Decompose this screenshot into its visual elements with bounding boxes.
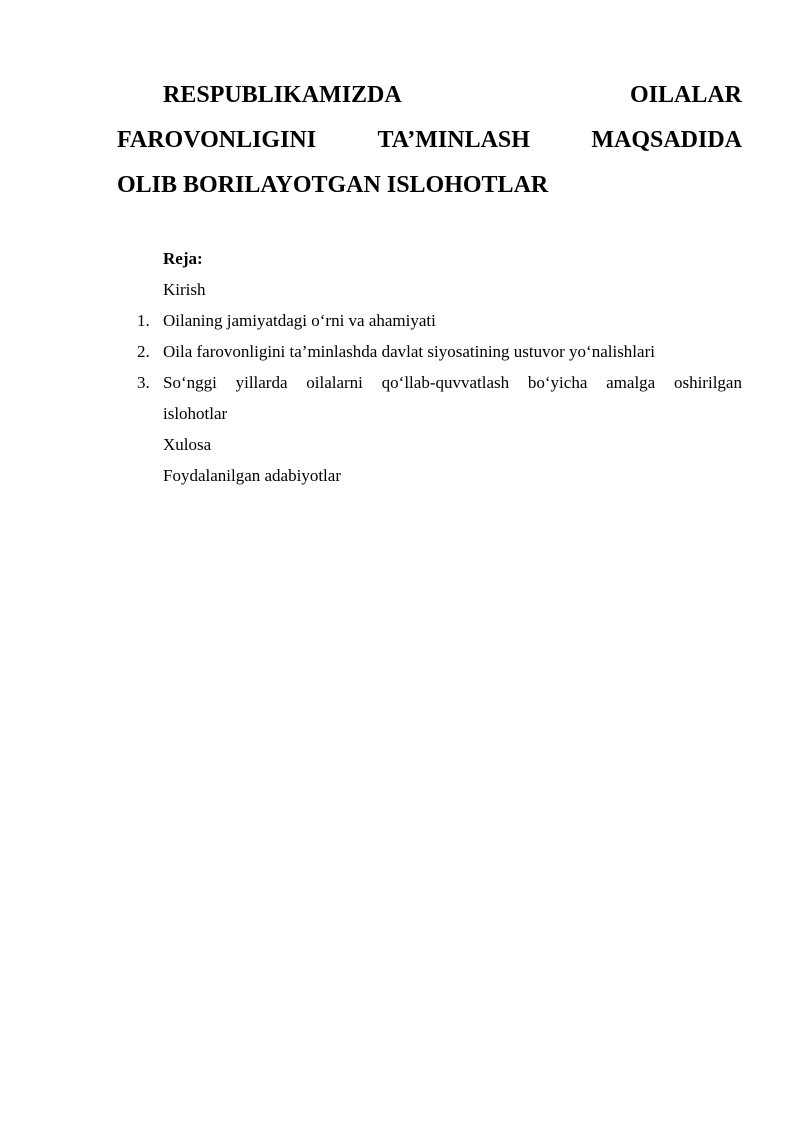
list-item-word: oilalarni xyxy=(306,373,363,392)
list-item-word: yillarda xyxy=(235,373,288,392)
list-item-word: qo‘llab-quvvatlash xyxy=(381,373,510,392)
title-line-1 xyxy=(117,73,742,118)
list-item-word: amalga xyxy=(606,373,656,392)
plan-conclusion: Xulosa xyxy=(163,435,212,454)
plan-references: Foydalanilgan adabiyotlar xyxy=(163,466,341,485)
plan-intro: Kirish xyxy=(163,280,206,299)
justified-line xyxy=(163,367,742,398)
title-word: OILALAR xyxy=(629,82,742,108)
plan-section xyxy=(117,243,742,491)
list-number: 2. xyxy=(137,342,150,361)
list-item-text: Oilaning jamiyatdagi o‘rni va ahamiyati xyxy=(163,311,436,330)
list-item-text xyxy=(163,367,742,429)
list-number: 1. xyxy=(137,311,150,330)
plan-heading: Reja: xyxy=(163,249,203,268)
title-line-2 xyxy=(117,118,742,163)
document-title xyxy=(117,73,742,208)
plan-list-item xyxy=(117,336,742,367)
title-word: FAROVONLIGINI xyxy=(117,127,317,153)
title-word: RESPUBLIKAMIZDA xyxy=(163,82,402,108)
title-line-3 xyxy=(117,163,742,208)
list-item-text: Oila farovonligini ta’minlashda davlat siyosatining ustuvor yo‘nalishlari xyxy=(163,342,655,361)
list-item-word: bo‘yicha xyxy=(527,373,588,392)
plan-list-item xyxy=(117,305,742,336)
title-word: MAQSADIDA xyxy=(591,127,742,153)
title-word: TA’MINLASH xyxy=(377,127,530,153)
list-number: 3. xyxy=(137,373,150,392)
plan-list-item xyxy=(117,367,742,429)
list-item-word: oshirilgan xyxy=(673,373,742,392)
list-item-word: So‘nggi xyxy=(163,373,217,392)
list-item-continuation: islohotlar xyxy=(163,404,228,423)
title-word: OLIB BORILAYOTGAN ISLOHOTLAR xyxy=(117,172,549,198)
